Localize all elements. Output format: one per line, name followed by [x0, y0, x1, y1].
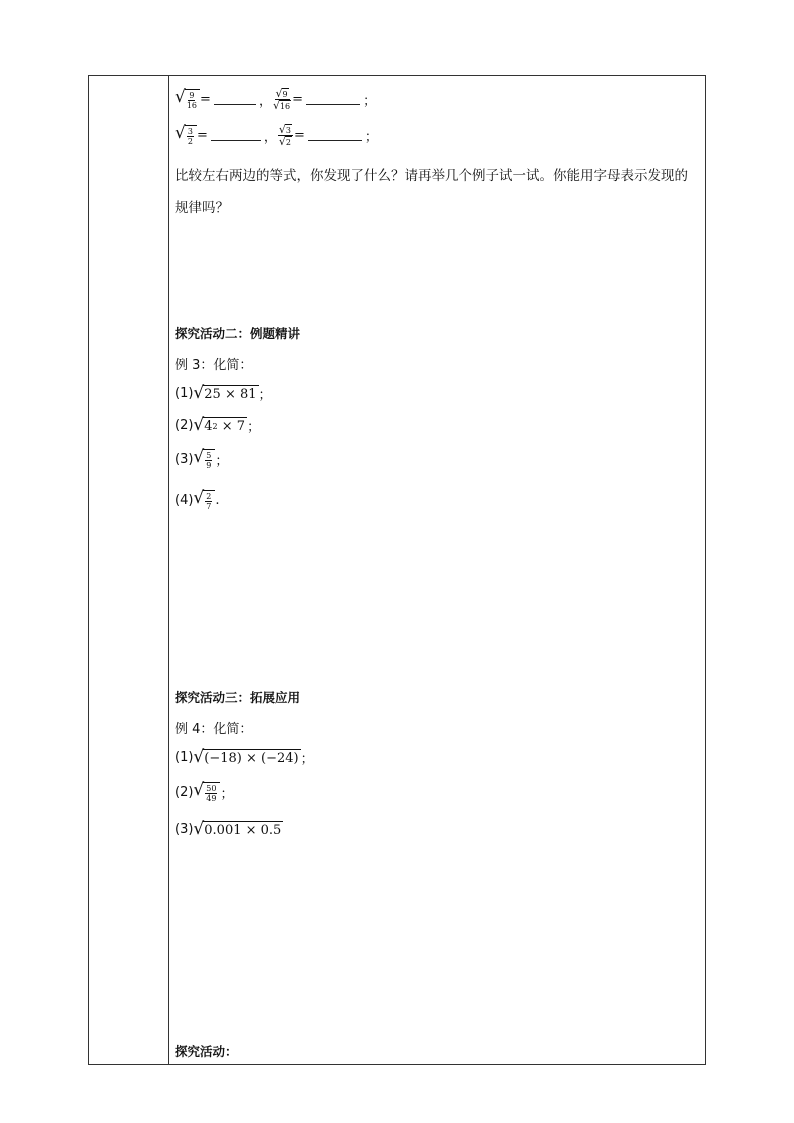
- example-4-label: 例 4：化简：: [175, 722, 253, 737]
- fraction-denominator: 49: [206, 794, 217, 803]
- fraction-numerator: 5: [206, 451, 212, 460]
- fraction-denominator: 9: [206, 461, 212, 470]
- semicolon: ；: [363, 94, 377, 109]
- item-index: (3): [175, 822, 194, 837]
- fraction-numerator: 50: [206, 784, 217, 793]
- radicand: 0.001 × 0.5: [204, 823, 282, 838]
- radicand: 25 × 81: [204, 387, 257, 402]
- radicand-rest: × 7: [221, 419, 246, 434]
- example-4-item-3: (3) √ 0.001 × 0.5: [175, 819, 282, 839]
- sqrt-fraction: √ $\frac{9}{16}$: [175, 89, 200, 110]
- power-base: 4: [204, 419, 213, 434]
- fraction-numerator: 9: [189, 91, 195, 100]
- example-3-item-2: (2) √ 4 2 × 7 ；: [175, 415, 261, 435]
- item-index: (1): [175, 750, 194, 765]
- radicand: (−18) × (−24): [204, 751, 299, 766]
- item-end: .: [215, 493, 220, 508]
- item-end: ；: [220, 787, 234, 802]
- fraction-numerator: 2: [206, 492, 212, 501]
- fraction-denominator: 2: [187, 137, 193, 146]
- item-end: ；: [247, 420, 261, 435]
- item-end: ；: [300, 752, 314, 767]
- root-numerator: 3: [285, 125, 291, 135]
- power-exponent: 2: [212, 422, 218, 431]
- sqrt-fraction: √ $\frac{3}{2}$: [175, 125, 197, 146]
- activity-four-heading: 探究活动：: [175, 1044, 238, 1059]
- equals-sign: =: [196, 128, 208, 143]
- answer-blank[interactable]: [214, 94, 256, 105]
- root-denominator: 2: [285, 137, 291, 147]
- equals-sign: =: [293, 128, 305, 143]
- answer-blank[interactable]: [308, 130, 362, 141]
- fraction-of-roots: √ 3 √ 2: [278, 123, 291, 148]
- root-denominator: 16: [279, 101, 291, 111]
- fraction-numerator: 3: [187, 127, 193, 136]
- item-end: ；: [258, 388, 272, 403]
- activity-three-heading: 探究活动三：拓展应用: [175, 690, 301, 705]
- equation-line-2: [175, 124, 378, 147]
- content-cell: [175, 76, 697, 1064]
- example-4-item-2: (2) √ $\frac{50}{49}$ ；: [175, 780, 234, 803]
- item-index: (1): [175, 386, 194, 401]
- example-4-item-1: (1) √ (−18) × (−24) ；: [175, 747, 314, 767]
- example-3-item-3: (3) √ $\frac{5}{9}$ ；: [175, 447, 229, 470]
- discovery-question: 比较左右两边的等式，你发现了什么？请再举几个例子试一试。你能用字母表示发现的规律吗？: [175, 168, 688, 216]
- item-end: ；: [215, 454, 229, 469]
- answer-blank[interactable]: [211, 130, 261, 141]
- comma: ，: [263, 130, 277, 145]
- equals-sign: =: [292, 92, 304, 107]
- activity-two-heading: 探究活动二：例题精讲: [175, 326, 301, 341]
- example-3-label: 例 3：化简：: [175, 358, 253, 373]
- item-index: (3): [175, 452, 194, 467]
- item-index: (4): [175, 493, 194, 508]
- equation-line-1: [175, 88, 376, 111]
- fraction-denominator: 7: [206, 502, 212, 511]
- answer-blank[interactable]: [306, 94, 360, 105]
- fraction-denominator: 16: [186, 101, 198, 110]
- equals-sign: =: [200, 92, 211, 107]
- fraction-of-roots: √ 9 √ 16: [272, 87, 291, 112]
- lesson-table: [88, 75, 706, 1065]
- column-divider: [168, 76, 169, 1064]
- item-index: (2): [175, 785, 194, 800]
- example-3-item-1: (1) √ 25 × 81 ；: [175, 383, 272, 403]
- comma: ，: [258, 94, 272, 109]
- root-numerator: 9: [282, 89, 288, 99]
- semicolon: ；: [364, 130, 378, 145]
- item-index: (2): [175, 418, 194, 433]
- example-3-item-4: (4) √ $\frac{2}{7}$ .: [175, 488, 220, 511]
